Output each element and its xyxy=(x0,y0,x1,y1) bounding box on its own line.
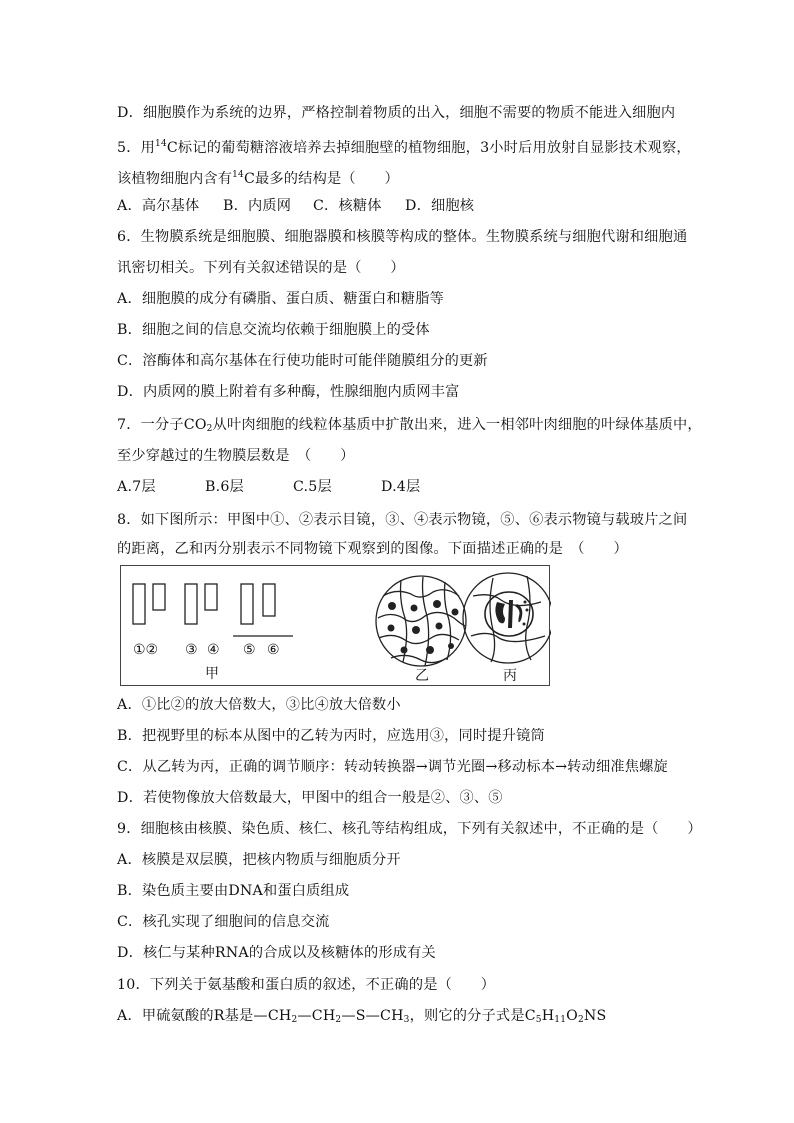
label-objective-4: ④ xyxy=(207,642,220,658)
q6-option-a: A．细胞膜的成分有磷脂、蛋白质、糖蛋白和糖脂等 xyxy=(117,291,444,307)
subscript: 3 xyxy=(403,1015,410,1025)
cell-nucleus xyxy=(388,625,395,632)
q10-text: O xyxy=(566,1008,578,1024)
label-yi: 乙 xyxy=(415,668,429,684)
label-bing: 丙 xyxy=(503,668,517,684)
q7-option-c: C.5层 xyxy=(293,479,332,495)
q5-option-d: D．细胞核 xyxy=(405,198,475,214)
granule xyxy=(524,601,527,604)
q7-stem-line1 xyxy=(117,415,702,439)
q8-option-d: D．若使物像放大倍数最大，甲图中的组合一般是②、③、⑤ xyxy=(117,790,503,806)
eyepiece-2 xyxy=(153,584,165,610)
cell-nucleus xyxy=(411,605,418,612)
label-distance-5: ⑤ xyxy=(243,642,256,658)
q5-option-a: A．高尔基体 xyxy=(117,198,200,214)
label-distance-6: ⑥ xyxy=(267,642,280,658)
cell-nucleus xyxy=(426,646,434,654)
q10-option-a xyxy=(117,1006,606,1030)
q8-option-c: C．从乙转为丙，正确的调节顺序：转动转换器→调节光圈→移动标本→转动细准焦螺旋 xyxy=(117,759,668,775)
objective-3 xyxy=(185,584,197,624)
cell-wall xyxy=(383,590,459,597)
q6-option-c: C．溶酶体和高尔基体在行使功能时可能伴随膜组分的更新 xyxy=(117,353,488,369)
chromosome xyxy=(515,604,522,622)
q7-text: 7．一分子CO xyxy=(117,417,207,433)
cell-wall xyxy=(378,612,465,626)
view-yi-circle xyxy=(376,576,466,666)
q9-stem: 9．细胞核由核膜、染色质、核仁、核孔等结构组成，下列有关叙述中，不正确的是（ ） xyxy=(117,821,702,837)
q7-option-d: D.4层 xyxy=(381,479,421,495)
q10-text: —CH xyxy=(297,1008,336,1024)
subscript: 2 xyxy=(291,1015,298,1025)
distance-6-objective xyxy=(263,584,275,616)
q10-stem: 10．下列关于氨基酸和蛋白质的叙述，不正确的是（ ） xyxy=(117,977,496,993)
cell-wall xyxy=(379,634,459,643)
q6-stem-line2: 讯密切相关。下列有关叙述错误的是（ ） xyxy=(117,260,405,276)
label-jia: 甲 xyxy=(205,666,219,682)
q5-text: 5．用 xyxy=(117,140,156,156)
microscope-figure-drawing xyxy=(121,566,551,687)
cell-nucleus xyxy=(388,602,396,610)
cell-nucleus xyxy=(452,609,459,616)
cell-wall xyxy=(490,578,495,662)
q5-option-b: B．内质网 xyxy=(223,198,292,214)
subscript: 2 xyxy=(335,1015,342,1025)
q9-option-a: A．核膜是双层膜，把核内物质与细胞质分开 xyxy=(117,852,401,868)
q10-text: A．甲硫氨酸的R基是—CH xyxy=(117,1008,292,1024)
view-bing-circle xyxy=(463,573,551,663)
q9-option-c: C．核孔实现了细胞间的信息交流 xyxy=(117,914,330,930)
q7-stem-line2: 至少穿越过的生物膜层数是 （ ） xyxy=(117,448,355,464)
q6-option-d: D．内质网的膜上附着有多种酶，性腺细胞内质网丰富 xyxy=(117,384,460,400)
q8-stem-line2: 的距离，乙和丙分别表示不同物镜下观察到的图像。下面描述正确的是 （ ） xyxy=(117,541,628,557)
cell-nucleus xyxy=(412,626,420,634)
q7-text: 从叶肉细胞的线粒体基质中扩散出来，进入一相邻叶肉细胞的叶绿体基质中， xyxy=(212,417,702,433)
q5-options xyxy=(117,196,474,216)
q9-option-b: B．染色质主要由DNA和蛋白质组成 xyxy=(117,883,350,899)
q5-text: C最多的结构是（ ） xyxy=(243,171,399,187)
cell-wall xyxy=(526,576,531,660)
q5-text: C标记的葡萄糖溶液培养去掉细胞壁的植物细胞，3小时后用放射自显影技术观察， xyxy=(166,140,691,156)
cell-nucleus xyxy=(433,600,441,608)
cell-nucleus xyxy=(448,643,454,649)
granule xyxy=(526,609,529,612)
q10-text: —S—CH xyxy=(341,1008,404,1024)
eyepiece-1 xyxy=(133,584,145,624)
q10-text: ，则它的分子式是C xyxy=(409,1008,536,1024)
objective-4 xyxy=(205,584,217,610)
q7-options xyxy=(117,477,420,497)
q8-option-b: B．把视野里的标本从图中的乙转为丙时，应选用③，同时提升镜筒 xyxy=(117,728,545,744)
q4-option-d: D．细胞膜作为系统的边界，严格控制着物质的出入，细胞不需要的物质不能进入细胞内 xyxy=(117,105,676,121)
q9-option-d: D．核仁与某种RNA的合成以及核糖体的形成有关 xyxy=(117,945,436,961)
granule xyxy=(523,623,526,626)
q10-text: H xyxy=(541,1008,555,1024)
label-objective-3: ③ xyxy=(185,642,198,658)
cell-wall xyxy=(471,633,545,641)
q7-option-a: A.7层 xyxy=(117,479,156,495)
isotope-superscript: 14 xyxy=(232,170,244,180)
subscript: 5 xyxy=(535,1015,542,1025)
q5-stem-line1 xyxy=(117,134,691,158)
subscript: 11 xyxy=(554,1015,567,1025)
q5-text: 该植物细胞内含有 xyxy=(117,171,233,187)
subscript: 2 xyxy=(577,1015,584,1025)
distance-5-objective xyxy=(241,584,253,624)
q7-option-b: B.6层 xyxy=(205,479,244,495)
q6-option-b: B．细胞之间的信息交流均依赖于细胞膜上的受体 xyxy=(117,322,430,338)
cell-wall xyxy=(391,655,447,662)
subscript: 2 xyxy=(206,424,213,434)
q5-stem-line2 xyxy=(117,165,399,189)
chromosome xyxy=(495,602,505,623)
q6-stem-line1: 6．生物膜系统是细胞膜、细胞器膜和核膜等构成的整体。生物膜系统与细胞代谢和细胞通 xyxy=(117,229,688,245)
microscope-figure xyxy=(120,565,550,686)
q8-option-a: A．①比②的放大倍数大，③比④放大倍数小 xyxy=(117,697,401,713)
isotope-superscript: 14 xyxy=(155,139,167,149)
q8-stem-line1: 8．如下图所示：甲图中①、②表示目镜，③、④表示物镜，⑤、⑥表示物镜与载玻片之间 xyxy=(117,512,688,528)
label-eyepiece-numbers: ①② xyxy=(133,642,159,658)
q5-option-c: C．核糖体 xyxy=(313,198,382,214)
cell-nucleus xyxy=(401,647,408,654)
cell-nucleus xyxy=(436,623,443,630)
q10-text: NS xyxy=(583,1008,607,1024)
